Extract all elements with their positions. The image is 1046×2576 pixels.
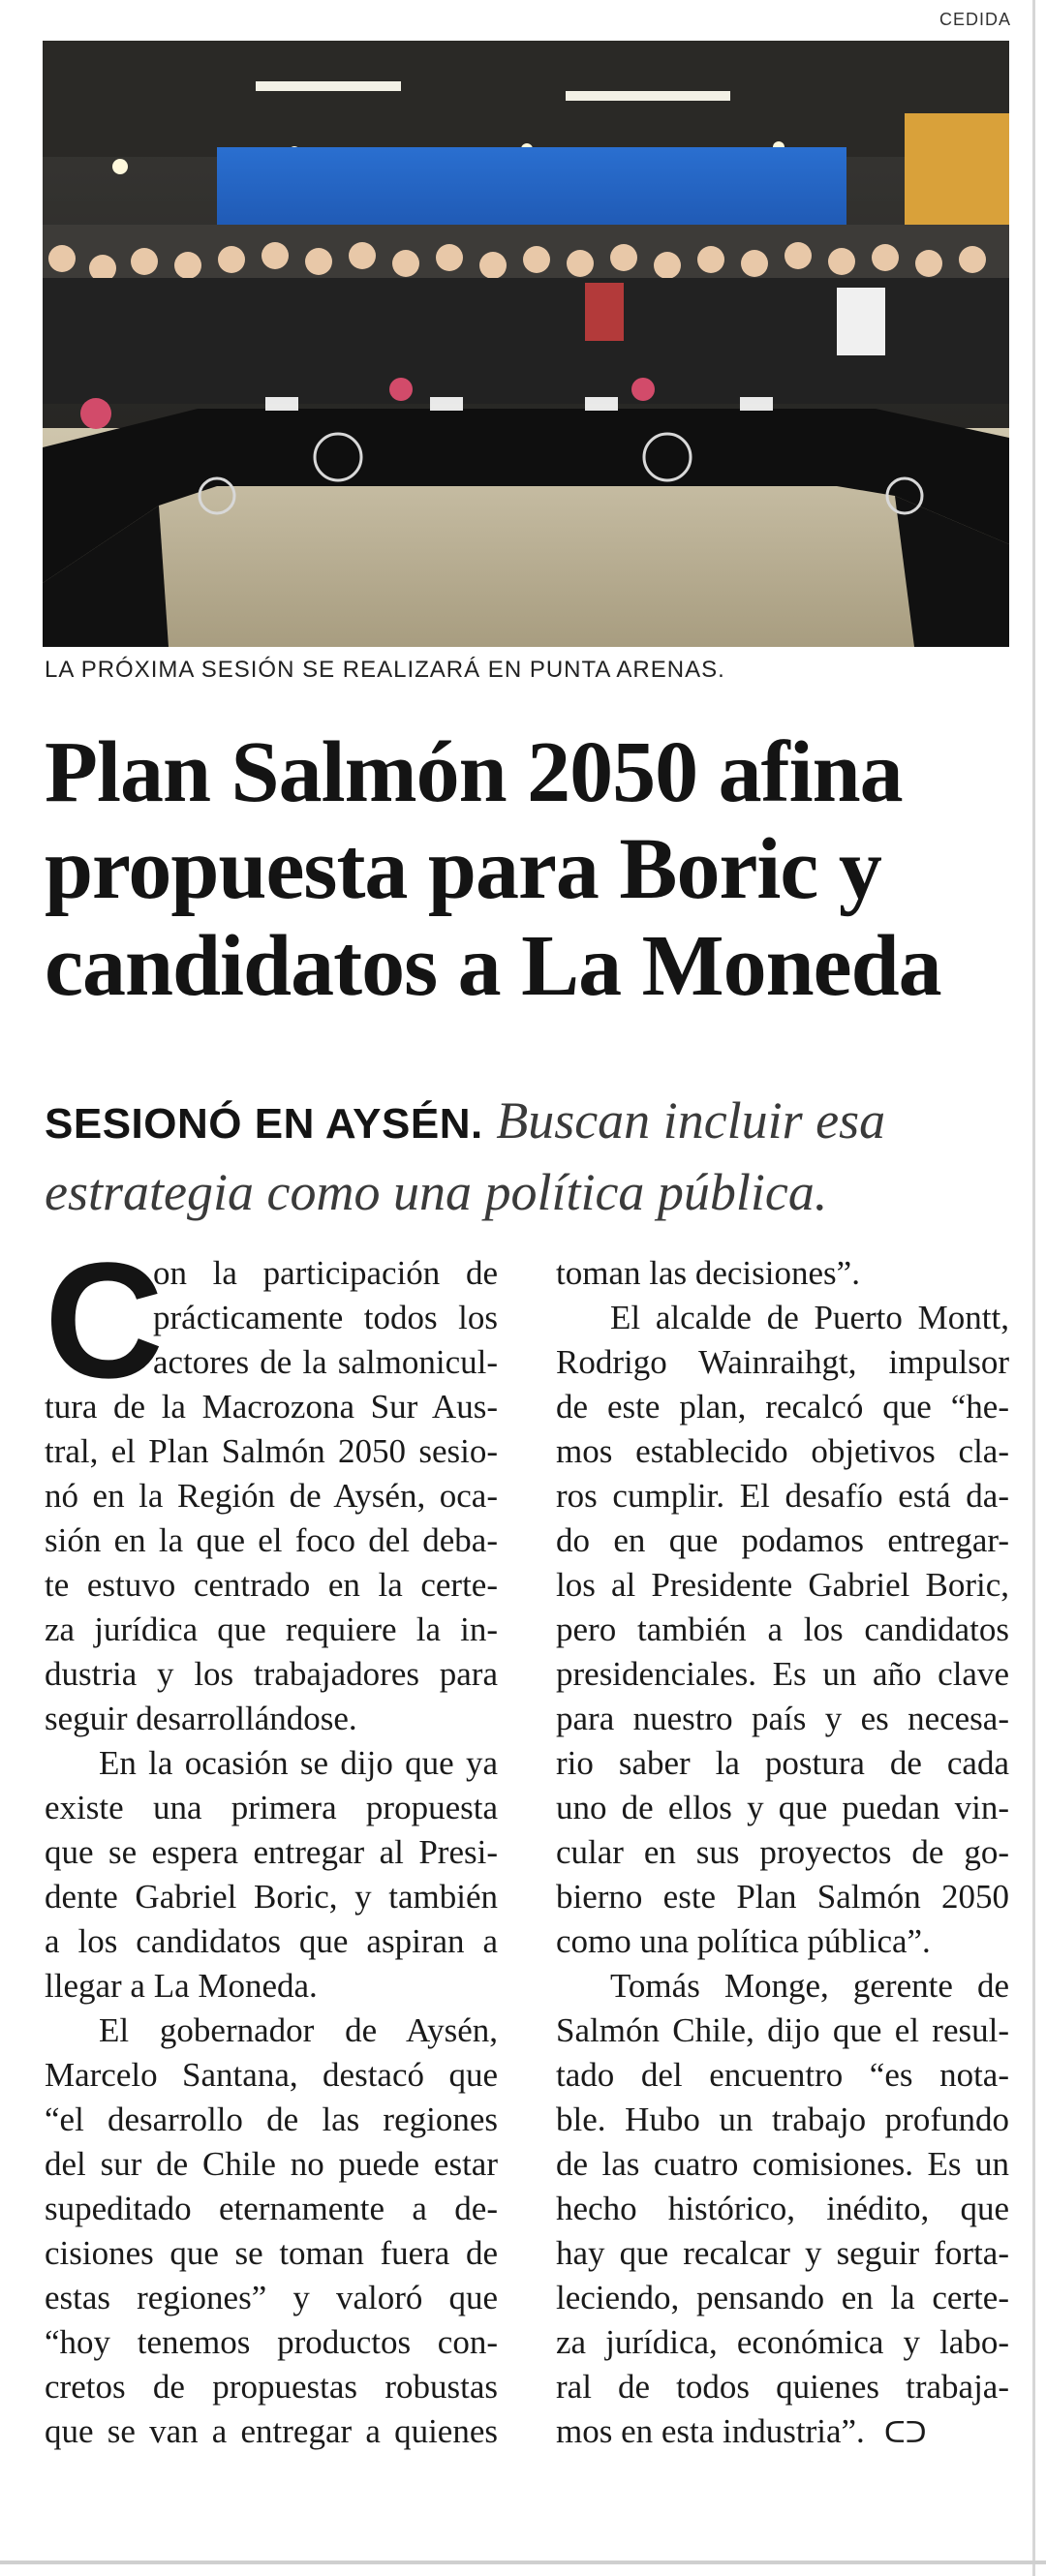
headline (45, 724, 1013, 1015)
body-line: nó en la Región de Aysén, oca- (45, 1477, 498, 1515)
photo-credit: CEDIDA (938, 10, 1011, 29)
photo-caption: LA PRÓXIMA SESIÓN SE REALIZARÁ EN PUNTA ARENAS. (45, 657, 725, 683)
body-line: Salmón Chile, dijo que el resul- (556, 2011, 1009, 2049)
group-photo-illustration (43, 41, 1009, 647)
body-line: presidenciales. Es un año clave (556, 1655, 1009, 1693)
body-line: do en que podamos entregar- (556, 1521, 1009, 1559)
body-line: cisiones que se toman fuera de (45, 2234, 498, 2272)
body-line: ral de todos quienes trabaja- (556, 2368, 1009, 2406)
body-line: seguir desarrollándose. (45, 1700, 357, 1737)
body-line-final (556, 2409, 1009, 2454)
headline-line: Plan Salmón 2050 afina (45, 724, 903, 820)
body-line: Marcelo Santana, destacó que (45, 2056, 498, 2094)
body-line: los al Presidente Gabriel Boric, (556, 1566, 1009, 1604)
deck-dek: Buscan incluir esa estrategia como una política pública. (45, 1091, 886, 1221)
body-line: En la ocasión se dijo que ya (99, 1744, 498, 1782)
body-line: dustria y los trabajadores para (45, 1655, 498, 1693)
body-line: actores de la salmonicul- (153, 1343, 498, 1381)
body-line: como una política pública”. (556, 1922, 931, 1960)
body-line: El gobernador de Aysén, (99, 2011, 498, 2049)
news-photo (43, 41, 1009, 647)
deck (45, 1087, 1013, 1226)
body-line: hecho histórico, inédito, que (556, 2190, 1009, 2227)
body-line: supeditado eternamente a de- (45, 2190, 498, 2227)
body-line: del sur de Chile no puede estar (45, 2145, 498, 2183)
body-line: “hoy tenemos productos con- (45, 2323, 498, 2361)
body-line: Tomás Monge, gerente de (610, 1967, 1009, 2005)
body-line: leciendo, pensando en la certe- (556, 2279, 1009, 2316)
body-line: “el desarrollo de las regiones (45, 2101, 498, 2138)
body-column-right (556, 1251, 1009, 2454)
headline-line: propuesta para Boric y (45, 821, 881, 917)
end-mark-icon: ᑕᑐ (883, 2417, 927, 2449)
body-line: sión en la que el foco del deba- (45, 1521, 498, 1559)
body-line: te estuvo centrado en la certe- (45, 1566, 498, 1604)
body-line: za jurídica, económica y labo- (556, 2323, 1009, 2361)
bottom-rule (0, 2561, 1046, 2564)
body-line: dente Gabriel Boric, y también (45, 1878, 498, 1916)
body-line: El alcalde de Puerto Montt, (610, 1299, 1009, 1336)
body-line: para nuestro país y es necesa- (556, 1700, 1009, 1737)
body-line: mos establecido objetivos cla- (556, 1432, 1009, 1470)
body-line: tado del encuentro “es nota- (556, 2056, 1009, 2094)
body-line: tura de la Macrozona Sur Aus- (45, 1388, 498, 1426)
body-line: estas regiones” y valoró que (45, 2279, 498, 2316)
body-line: que se espera entregar al Presi- (45, 1833, 498, 1871)
body-line: on la participación de (153, 1254, 498, 1292)
body-line: cular en sus proyectos de go- (556, 1833, 1009, 1871)
column-rule (1032, 0, 1035, 2576)
drop-cap: C (45, 1229, 164, 1413)
body-line: que se van a entregar a quienes (45, 2412, 498, 2450)
body-line: tral, el Plan Salmón 2050 sesio- (45, 1432, 498, 1470)
body-line: prácticamente todos los (153, 1299, 498, 1336)
body-line: toman las decisiones”. (556, 1254, 860, 1292)
body-line-text: mos en esta industria”. (556, 2412, 865, 2450)
deck-kicker: SESIONÓ EN AYSÉN. (45, 1100, 483, 1148)
body-line: rio saber la postura de cada (556, 1744, 1009, 1782)
body-line: hay que recalcar y seguir forta- (556, 2234, 1009, 2272)
body-line: a los candidatos que aspiran a (45, 1922, 498, 1960)
body-line: ros cumplir. El desafío está da- (556, 1477, 1009, 1515)
body-line: de las cuatro comisiones. Es un (556, 2145, 1009, 2183)
body-line: Rodrigo Wainraihgt, impulsor (556, 1343, 1009, 1381)
body-line: bierno este Plan Salmón 2050 (556, 1878, 1009, 1916)
body-line: uno de ellos y que puedan vin- (556, 1789, 1009, 1826)
body-line: za jurídica que requiere la in- (45, 1610, 498, 1648)
body-line: ble. Hubo un trabajo profundo (556, 2101, 1009, 2138)
body-line: existe una primera propuesta (45, 1789, 498, 1826)
headline-line: candidatos a La Moneda (45, 918, 941, 1014)
body-line: cretos de propuestas robustas (45, 2368, 498, 2406)
body-line: pero también a los candidatos (556, 1610, 1009, 1648)
body-column-left (45, 1229, 498, 2454)
body-line: de este plan, recalcó que “he- (556, 1388, 1009, 1426)
body-line: llegar a La Moneda. (45, 1967, 318, 2005)
